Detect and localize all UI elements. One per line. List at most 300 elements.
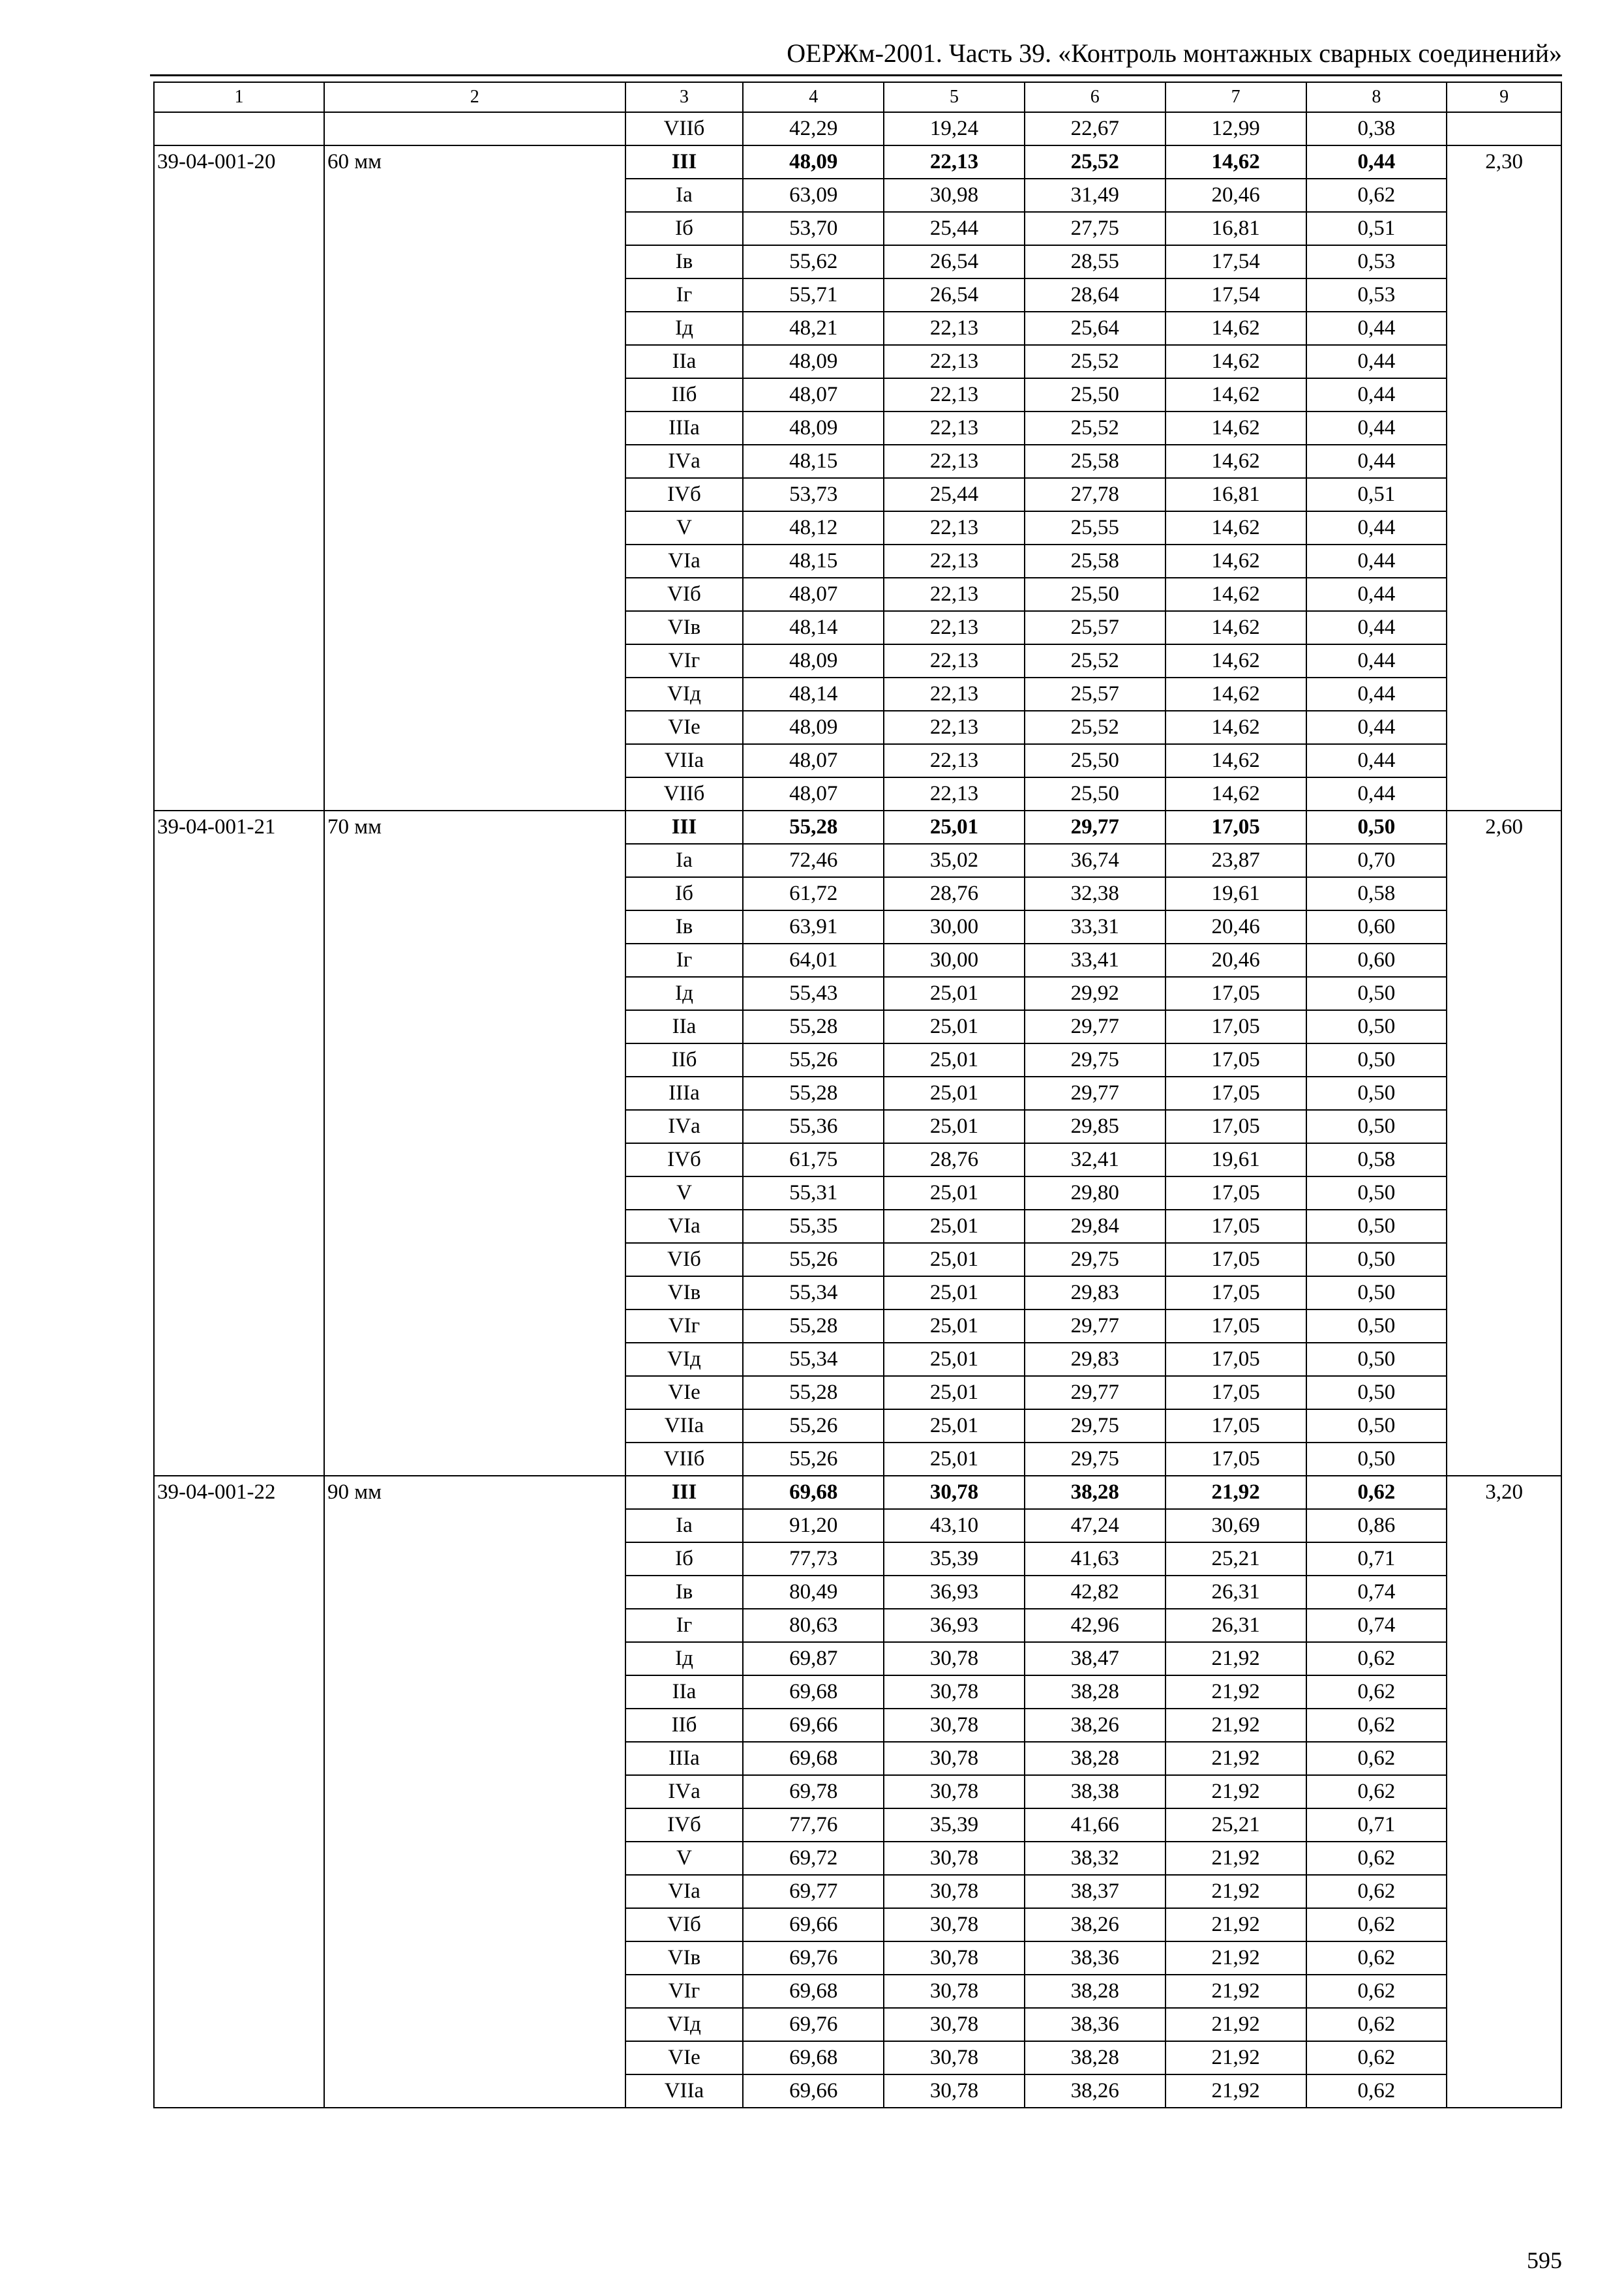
table-row — [154, 145, 1561, 179]
value-cell: 0,71 — [1306, 1808, 1447, 1842]
value-cell: 38,26 — [1025, 1908, 1165, 1941]
value-cell: 0,50 — [1306, 1376, 1447, 1409]
value-cell: 48,15 — [743, 545, 884, 578]
value-cell: 17,05 — [1165, 1243, 1306, 1276]
value-cell: 48,09 — [743, 145, 884, 179]
value-cell: 55,71 — [743, 278, 884, 312]
value-cell: 0,62 — [1306, 1675, 1447, 1709]
value-cell: 25,44 — [884, 478, 1025, 511]
value-cell: 25,01 — [884, 1276, 1025, 1309]
value-cell: 48,14 — [743, 611, 884, 644]
value-cell: 22,67 — [1025, 112, 1165, 145]
value-cell: 55,26 — [743, 1443, 884, 1476]
value-cell: 17,54 — [1165, 278, 1306, 312]
value-cell: 69,68 — [743, 1975, 884, 2008]
value-cell: 25,01 — [884, 1376, 1025, 1409]
table-row — [154, 811, 1561, 844]
column-number-cell: 2 — [324, 82, 625, 112]
value-cell: 19,61 — [1165, 877, 1306, 910]
value-cell: 29,77 — [1025, 1010, 1165, 1043]
rates-table-body — [154, 82, 1561, 2108]
value-cell: 0,44 — [1306, 711, 1447, 744]
value-cell: 22,13 — [884, 744, 1025, 777]
value-cell: 0,44 — [1306, 545, 1447, 578]
category-cell: VIIа — [625, 744, 744, 777]
value-cell: 29,75 — [1025, 1243, 1165, 1276]
value-cell: 43,10 — [884, 1509, 1025, 1542]
value-cell: 25,01 — [884, 1110, 1025, 1143]
category-cell: IIIа — [625, 411, 744, 445]
value-cell: 25,01 — [884, 1043, 1025, 1077]
value-cell: 25,01 — [884, 1343, 1025, 1376]
value-cell: 69,68 — [743, 1675, 884, 1709]
value-cell: 48,09 — [743, 711, 884, 744]
value-cell: 30,78 — [884, 1775, 1025, 1808]
value-cell: 22,13 — [884, 545, 1025, 578]
category-cell: VIв — [625, 1941, 744, 1975]
value-cell: 28,64 — [1025, 278, 1165, 312]
value-cell: 77,76 — [743, 1808, 884, 1842]
value-cell: 28,76 — [884, 877, 1025, 910]
value-cell: 38,28 — [1025, 1476, 1165, 1509]
value-cell: 0,51 — [1306, 212, 1447, 245]
category-cell: VIв — [625, 1276, 744, 1309]
value-cell: 29,85 — [1025, 1110, 1165, 1143]
value-cell: 0,70 — [1306, 844, 1447, 877]
value-cell: 22,13 — [884, 777, 1025, 811]
value-cell: 0,62 — [1306, 1742, 1447, 1775]
value-cell: 48,09 — [743, 345, 884, 378]
value-cell: 80,49 — [743, 1576, 884, 1609]
value-cell: 48,07 — [743, 578, 884, 611]
value-cell: 55,26 — [743, 1043, 884, 1077]
value-cell: 0,50 — [1306, 811, 1447, 844]
value-cell: 0,62 — [1306, 1908, 1447, 1941]
category-cell: IIа — [625, 345, 744, 378]
value-cell: 48,07 — [743, 378, 884, 411]
value-cell: 30,78 — [884, 1476, 1025, 1509]
value-cell: 25,52 — [1025, 411, 1165, 445]
category-cell: IVа — [625, 445, 744, 478]
value-cell: 17,05 — [1165, 1077, 1306, 1110]
column-number-cell: 1 — [154, 82, 324, 112]
value-cell: 12,99 — [1165, 112, 1306, 145]
value-cell: 22,13 — [884, 445, 1025, 478]
value-cell: 14,62 — [1165, 445, 1306, 478]
category-cell: IIб — [625, 378, 744, 411]
category-cell: III — [625, 1476, 744, 1509]
value-cell: 36,93 — [884, 1609, 1025, 1642]
rate-code-cell: 39-04-001-21 — [154, 811, 324, 1476]
value-cell: 38,28 — [1025, 1742, 1165, 1775]
value-cell: 0,50 — [1306, 1243, 1447, 1276]
value-cell: 0,50 — [1306, 1110, 1447, 1143]
category-cell: IVб — [625, 1808, 744, 1842]
value-cell: 69,66 — [743, 2074, 884, 2108]
value-cell: 0,74 — [1306, 1576, 1447, 1609]
value-cell: 48,09 — [743, 644, 884, 678]
value-cell: 61,72 — [743, 877, 884, 910]
value-cell: 21,92 — [1165, 2074, 1306, 2108]
value-cell: 38,47 — [1025, 1642, 1165, 1675]
value-cell: 21,92 — [1165, 1975, 1306, 2008]
value-cell: 14,62 — [1165, 644, 1306, 678]
value-cell: 17,05 — [1165, 811, 1306, 844]
value-cell: 53,70 — [743, 212, 884, 245]
value-cell: 22,13 — [884, 511, 1025, 545]
value-cell: 69,87 — [743, 1642, 884, 1675]
category-cell: IVб — [625, 478, 744, 511]
value-cell: 17,05 — [1165, 1043, 1306, 1077]
value-cell: 21,92 — [1165, 1476, 1306, 1509]
value-cell: 0,60 — [1306, 910, 1447, 944]
value-cell: 30,69 — [1165, 1509, 1306, 1542]
value-cell: 17,05 — [1165, 1276, 1306, 1309]
value-cell: 16,81 — [1165, 478, 1306, 511]
value-cell: 25,21 — [1165, 1542, 1306, 1576]
value-cell: 36,74 — [1025, 844, 1165, 877]
value-cell: 0,53 — [1306, 278, 1447, 312]
value-cell: 30,78 — [884, 1675, 1025, 1709]
value-cell: 0,44 — [1306, 378, 1447, 411]
value-cell: 35,39 — [884, 1808, 1025, 1842]
value-cell: 25,01 — [884, 1077, 1025, 1110]
value-cell: 0,58 — [1306, 877, 1447, 910]
value-cell: 29,83 — [1025, 1343, 1165, 1376]
value-cell: 0,51 — [1306, 478, 1447, 511]
category-cell: IIа — [625, 1010, 744, 1043]
value-cell: 69,76 — [743, 2008, 884, 2041]
category-cell: Iб — [625, 212, 744, 245]
value-cell: 42,96 — [1025, 1609, 1165, 1642]
value-cell: 69,66 — [743, 1709, 884, 1742]
value-cell: 55,26 — [743, 1243, 884, 1276]
value-cell: 48,09 — [743, 411, 884, 445]
value-cell: 30,98 — [884, 179, 1025, 212]
value-cell: 0,44 — [1306, 312, 1447, 345]
value-cell: 0,38 — [1306, 112, 1447, 145]
value-cell: 36,93 — [884, 1576, 1025, 1609]
value-cell: 14,62 — [1165, 578, 1306, 611]
value-cell: 26,54 — [884, 245, 1025, 278]
category-cell: Iв — [625, 910, 744, 944]
value-cell: 0,62 — [1306, 1642, 1447, 1675]
value-cell: 25,57 — [1025, 678, 1165, 711]
category-cell: VIд — [625, 678, 744, 711]
value-cell: 29,75 — [1025, 1409, 1165, 1443]
value-cell: 0,62 — [1306, 1975, 1447, 2008]
value-cell: 0,62 — [1306, 2041, 1447, 2074]
category-cell: Iб — [625, 877, 744, 910]
value-cell: 30,78 — [884, 1941, 1025, 1975]
category-cell: Iг — [625, 944, 744, 977]
value-cell: 17,05 — [1165, 977, 1306, 1010]
rate-code-cell: 39-04-001-20 — [154, 145, 324, 811]
value-cell: 0,44 — [1306, 145, 1447, 179]
value-cell: 21,92 — [1165, 1709, 1306, 1742]
value-cell: 14,62 — [1165, 711, 1306, 744]
value-cell: 77,73 — [743, 1542, 884, 1576]
value-cell: 28,55 — [1025, 245, 1165, 278]
category-cell: VIIа — [625, 2074, 744, 2108]
value-cell: 17,05 — [1165, 1210, 1306, 1243]
value-cell: 17,05 — [1165, 1409, 1306, 1443]
value-cell: 30,78 — [884, 2074, 1025, 2108]
value-cell: 38,26 — [1025, 1709, 1165, 1742]
value-cell: 0,58 — [1306, 1143, 1447, 1176]
value-cell: 25,01 — [884, 1010, 1025, 1043]
value-cell: 25,52 — [1025, 145, 1165, 179]
value-cell: 21,92 — [1165, 1742, 1306, 1775]
value-cell: 29,75 — [1025, 1443, 1165, 1476]
value-cell: 0,62 — [1306, 2008, 1447, 2041]
category-cell: V — [625, 1842, 744, 1875]
value-cell: 14,62 — [1165, 378, 1306, 411]
category-cell: III — [625, 145, 744, 179]
value-cell: 26,31 — [1165, 1576, 1306, 1609]
value-cell: 55,31 — [743, 1176, 884, 1210]
rate-code-cell: 39-04-001-22 — [154, 1476, 324, 2108]
value-cell: 80,63 — [743, 1609, 884, 1642]
value-cell: 29,77 — [1025, 1077, 1165, 1110]
value-cell: 29,75 — [1025, 1043, 1165, 1077]
value-cell: 30,78 — [884, 2041, 1025, 2074]
category-cell: IVа — [625, 1110, 744, 1143]
value-cell: 91,20 — [743, 1509, 884, 1542]
value-cell: 38,28 — [1025, 1975, 1165, 2008]
category-cell: Iа — [625, 844, 744, 877]
extra-value-cell: 2,30 — [1447, 145, 1561, 811]
value-cell: 22,13 — [884, 578, 1025, 611]
value-cell: 22,13 — [884, 345, 1025, 378]
value-cell: 21,92 — [1165, 1908, 1306, 1941]
value-cell: 17,05 — [1165, 1443, 1306, 1476]
value-cell: 55,28 — [743, 1309, 884, 1343]
category-cell: VIв — [625, 611, 744, 644]
value-cell: 48,14 — [743, 678, 884, 711]
value-cell: 29,77 — [1025, 1376, 1165, 1409]
value-cell: 0,44 — [1306, 777, 1447, 811]
value-cell: 25,01 — [884, 1176, 1025, 1210]
category-cell: Iв — [625, 245, 744, 278]
header-rule — [150, 74, 1562, 76]
value-cell: 23,87 — [1165, 844, 1306, 877]
category-cell: VIа — [625, 545, 744, 578]
category-cell: Iа — [625, 1509, 744, 1542]
value-cell: 29,77 — [1025, 811, 1165, 844]
table-row — [154, 112, 1561, 145]
extra-cell — [1447, 112, 1561, 145]
value-cell: 14,62 — [1165, 345, 1306, 378]
value-cell: 25,01 — [884, 811, 1025, 844]
category-cell: IVб — [625, 1143, 744, 1176]
value-cell: 25,58 — [1025, 545, 1165, 578]
value-cell: 21,92 — [1165, 1941, 1306, 1975]
value-cell: 25,01 — [884, 1409, 1025, 1443]
value-cell: 0,50 — [1306, 977, 1447, 1010]
code-cell — [154, 112, 324, 145]
value-cell: 25,50 — [1025, 744, 1165, 777]
column-number-cell: 9 — [1447, 82, 1561, 112]
value-cell: 29,83 — [1025, 1276, 1165, 1309]
value-cell: 38,28 — [1025, 2041, 1165, 2074]
value-cell: 17,05 — [1165, 1110, 1306, 1143]
value-cell: 0,71 — [1306, 1542, 1447, 1576]
category-cell: VIа — [625, 1210, 744, 1243]
value-cell: 30,78 — [884, 1842, 1025, 1875]
value-cell: 38,28 — [1025, 1675, 1165, 1709]
value-cell: 0,62 — [1306, 1842, 1447, 1875]
column-number-row — [154, 82, 1561, 112]
value-cell: 0,44 — [1306, 445, 1447, 478]
value-cell: 55,28 — [743, 1077, 884, 1110]
category-cell: VIб — [625, 1908, 744, 1941]
column-number-cell: 7 — [1165, 82, 1306, 112]
column-number-cell: 5 — [884, 82, 1025, 112]
value-cell: 0,62 — [1306, 1476, 1447, 1509]
value-cell: 32,38 — [1025, 877, 1165, 910]
category-cell: IIа — [625, 1675, 744, 1709]
value-cell: 27,75 — [1025, 212, 1165, 245]
value-cell: 25,01 — [884, 1243, 1025, 1276]
value-cell: 21,92 — [1165, 2041, 1306, 2074]
table-row — [154, 1476, 1561, 1509]
column-number-cell: 8 — [1306, 82, 1447, 112]
value-cell: 22,13 — [884, 644, 1025, 678]
category-cell: Iд — [625, 977, 744, 1010]
category-cell: VIг — [625, 644, 744, 678]
value-cell: 0,62 — [1306, 1875, 1447, 1908]
value-cell: 55,34 — [743, 1276, 884, 1309]
category-cell: IIб — [625, 1043, 744, 1077]
value-cell: 25,21 — [1165, 1808, 1306, 1842]
size-cell — [324, 112, 625, 145]
value-cell: 55,34 — [743, 1343, 884, 1376]
value-cell: 30,78 — [884, 1975, 1025, 2008]
value-cell: 63,09 — [743, 179, 884, 212]
value-cell: 32,41 — [1025, 1143, 1165, 1176]
value-cell: 17,05 — [1165, 1376, 1306, 1409]
value-cell: 29,80 — [1025, 1176, 1165, 1210]
value-cell: 30,00 — [884, 944, 1025, 977]
value-cell: 55,26 — [743, 1409, 884, 1443]
column-number-cell: 3 — [625, 82, 744, 112]
value-cell: 29,77 — [1025, 1309, 1165, 1343]
category-cell: VIа — [625, 1875, 744, 1908]
category-cell: III — [625, 811, 744, 844]
value-cell: 53,73 — [743, 478, 884, 511]
value-cell: 0,44 — [1306, 744, 1447, 777]
value-cell: 17,54 — [1165, 245, 1306, 278]
value-cell: 25,52 — [1025, 711, 1165, 744]
value-cell: 21,92 — [1165, 1775, 1306, 1808]
value-cell: 69,78 — [743, 1775, 884, 1808]
value-cell: 33,41 — [1025, 944, 1165, 977]
value-cell: 0,62 — [1306, 179, 1447, 212]
category-cell: IIIа — [625, 1077, 744, 1110]
category-cell: IVа — [625, 1775, 744, 1808]
value-cell: 72,46 — [743, 844, 884, 877]
value-cell: 55,35 — [743, 1210, 884, 1243]
value-cell: 30,78 — [884, 2008, 1025, 2041]
value-cell: 25,01 — [884, 977, 1025, 1010]
value-cell: 61,75 — [743, 1143, 884, 1176]
value-cell: 0,62 — [1306, 1941, 1447, 1975]
value-cell: 26,54 — [884, 278, 1025, 312]
value-cell: 17,05 — [1165, 1010, 1306, 1043]
value-cell: 55,43 — [743, 977, 884, 1010]
page-number: 595 — [1527, 2247, 1562, 2273]
value-cell: 33,31 — [1025, 910, 1165, 944]
value-cell: 38,26 — [1025, 2074, 1165, 2108]
value-cell: 17,05 — [1165, 1343, 1306, 1376]
category-cell: Iг — [625, 1609, 744, 1642]
value-cell: 0,50 — [1306, 1343, 1447, 1376]
value-cell: 0,50 — [1306, 1309, 1447, 1343]
value-cell: 22,13 — [884, 411, 1025, 445]
value-cell: 25,52 — [1025, 644, 1165, 678]
value-cell: 14,62 — [1165, 511, 1306, 545]
value-cell: 0,50 — [1306, 1077, 1447, 1110]
value-cell: 0,50 — [1306, 1409, 1447, 1443]
value-cell: 42,29 — [743, 112, 884, 145]
category-cell: VIе — [625, 711, 744, 744]
value-cell: 47,24 — [1025, 1509, 1165, 1542]
category-cell: VIе — [625, 1376, 744, 1409]
category-cell: VIIа — [625, 1409, 744, 1443]
value-cell: 25,64 — [1025, 312, 1165, 345]
value-cell: 63,91 — [743, 910, 884, 944]
value-cell: 0,50 — [1306, 1276, 1447, 1309]
extra-value-cell: 2,60 — [1447, 811, 1561, 1476]
category-cell: VIд — [625, 1343, 744, 1376]
value-cell: 41,63 — [1025, 1542, 1165, 1576]
category-cell: Iг — [625, 278, 744, 312]
value-cell: 22,13 — [884, 611, 1025, 644]
value-cell: 0,50 — [1306, 1176, 1447, 1210]
value-cell: 48,07 — [743, 777, 884, 811]
value-cell: 25,50 — [1025, 578, 1165, 611]
value-cell: 14,62 — [1165, 777, 1306, 811]
category-cell: VIIб — [625, 1443, 744, 1476]
value-cell: 0,50 — [1306, 1043, 1447, 1077]
value-cell: 30,78 — [884, 1642, 1025, 1675]
value-cell: 14,62 — [1165, 678, 1306, 711]
value-cell: 14,62 — [1165, 545, 1306, 578]
value-cell: 22,13 — [884, 711, 1025, 744]
value-cell: 0,62 — [1306, 1775, 1447, 1808]
value-cell: 0,50 — [1306, 1010, 1447, 1043]
value-cell: 20,46 — [1165, 944, 1306, 977]
value-cell: 26,31 — [1165, 1609, 1306, 1642]
value-cell: 0,44 — [1306, 578, 1447, 611]
value-cell: 30,78 — [884, 1908, 1025, 1941]
value-cell: 55,36 — [743, 1110, 884, 1143]
value-cell: 16,81 — [1165, 212, 1306, 245]
page-header-title: ОЕРЖм-2001. Часть 39. «Контроль монтажных сварных соединений» — [787, 38, 1562, 68]
value-cell: 25,50 — [1025, 777, 1165, 811]
value-cell: 55,28 — [743, 1010, 884, 1043]
value-cell: 22,13 — [884, 145, 1025, 179]
value-cell: 21,92 — [1165, 1842, 1306, 1875]
value-cell: 17,05 — [1165, 1309, 1306, 1343]
value-cell: 0,44 — [1306, 611, 1447, 644]
value-cell: 21,92 — [1165, 1875, 1306, 1908]
value-cell: 0,62 — [1306, 1709, 1447, 1742]
value-cell: 20,46 — [1165, 179, 1306, 212]
value-cell: 38,36 — [1025, 1941, 1165, 1975]
value-cell: 22,13 — [884, 678, 1025, 711]
